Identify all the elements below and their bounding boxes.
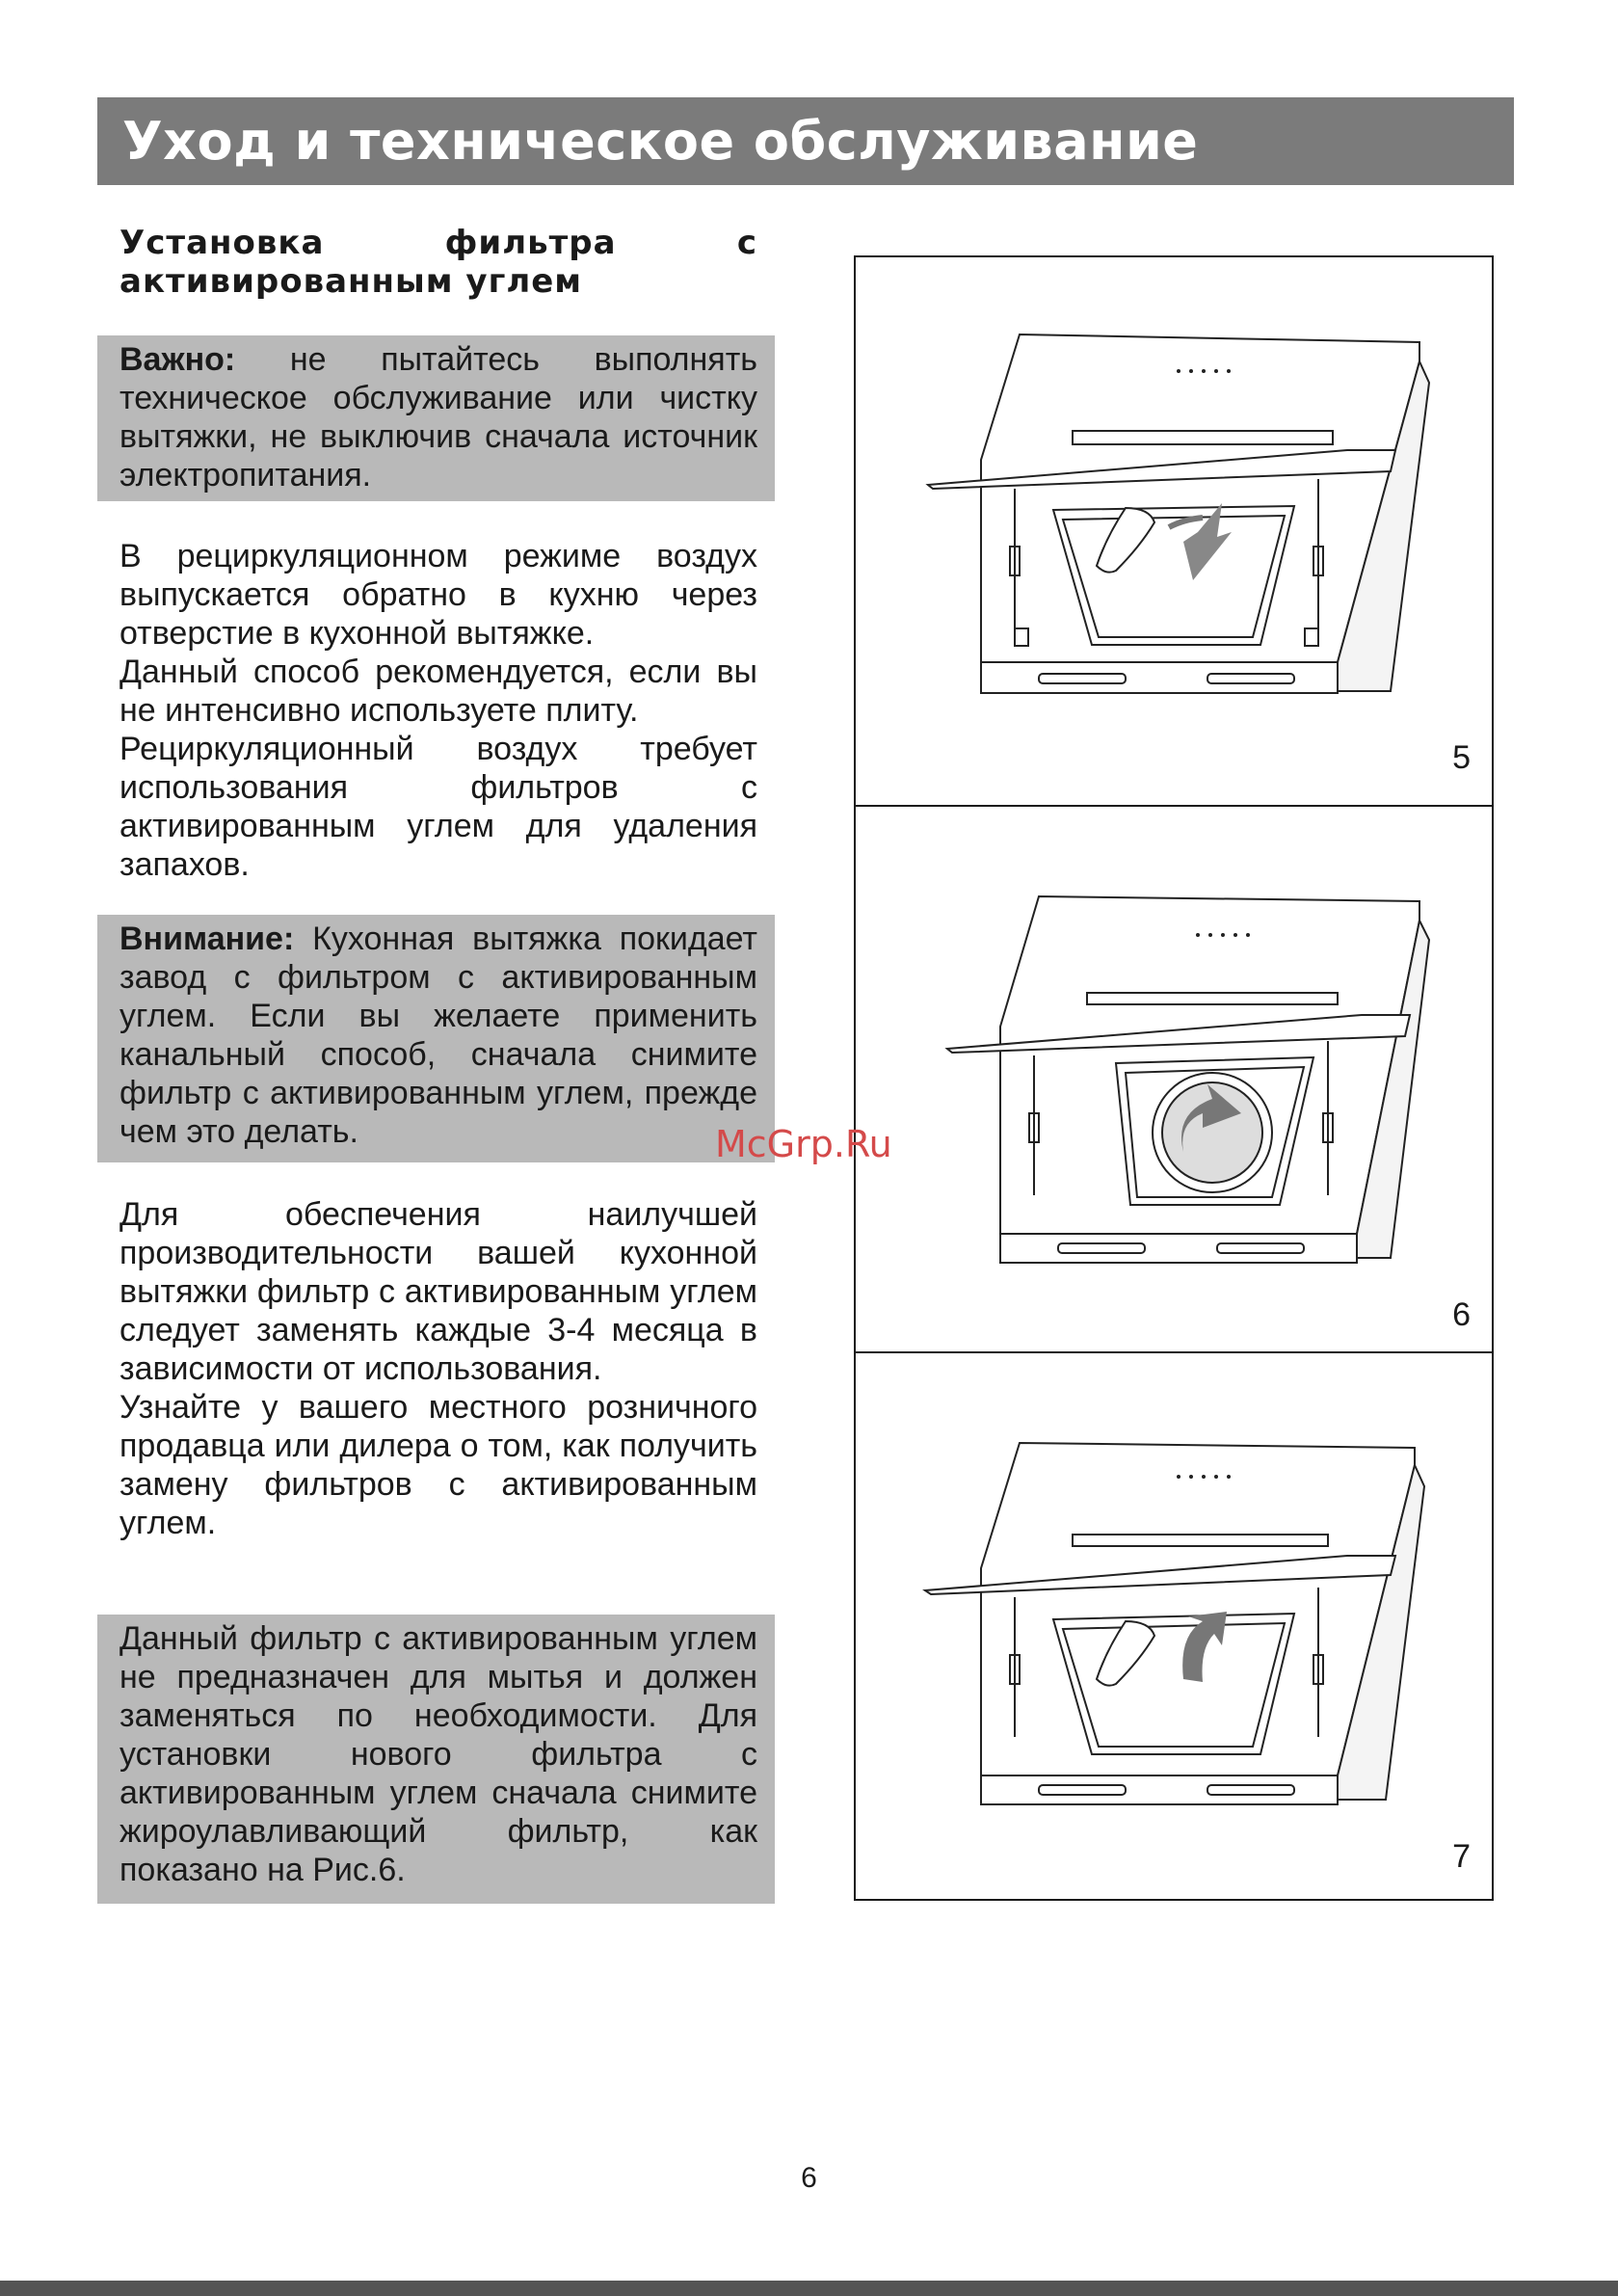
hood-illustration bbox=[856, 257, 1492, 805]
bottom-rule bbox=[0, 2281, 1618, 2296]
figure-number: 5 bbox=[1452, 739, 1471, 776]
hood-illustration bbox=[856, 805, 1492, 1351]
note-body: Данный фильтр с активированным углем не предназначен для мытья и должен заменяться по необходимости. Для установки нового фильтра с активированным углем сначала снимите жироулавливающий фильтр, как показано на Рис.6. bbox=[119, 1620, 757, 1888]
attention-label: Внимание: bbox=[119, 921, 295, 957]
page-title: Уход и техническое обслуживание bbox=[122, 111, 1199, 172]
figure-panel bbox=[854, 255, 1494, 1901]
important-label: Важно: bbox=[119, 341, 236, 378]
hood-illustration bbox=[856, 1351, 1492, 1899]
figure-7 bbox=[856, 1351, 1492, 1899]
attention-body: Кухонная вытяжка покидает завод с фильтром с активированным углем. Если вы желаете применить канальный способ, сначала снимите фильтр с активированным углем, прежде чем это делать. bbox=[119, 921, 757, 1150]
figure-5 bbox=[856, 257, 1492, 807]
section-title bbox=[119, 224, 757, 301]
page-header bbox=[97, 97, 1514, 185]
figure-6 bbox=[856, 805, 1492, 1353]
important-box bbox=[97, 335, 775, 501]
performance-section bbox=[119, 1195, 757, 1542]
note-text bbox=[119, 1619, 757, 1889]
recirc-paragraph-3: Рециркуляционный воздух требует использования фильтров с активированным углем для удаления запахов. bbox=[119, 731, 757, 883]
figure-number: 6 bbox=[1452, 1296, 1471, 1333]
figure-number: 7 bbox=[1452, 1838, 1471, 1875]
section-title-word: Установка bbox=[119, 224, 325, 262]
section-title-word: с bbox=[736, 224, 757, 262]
section-title-line2: активированным углем bbox=[119, 262, 583, 301]
recirculation-section bbox=[119, 537, 757, 884]
important-text bbox=[119, 340, 757, 494]
attention-text bbox=[119, 920, 757, 1151]
recirc-paragraph-1: В рециркуляционном режиме воздух выпускается обратно в кухню через отверстие в кухонной вытяжке. bbox=[119, 538, 757, 652]
important-body: не пытайтесь выполнять техническое обслуживание или чистку вытяжки, не выключив сначала источник электропитания. bbox=[119, 341, 757, 494]
page-number: 6 bbox=[801, 2162, 817, 2194]
performance-paragraph-1: Для обеспечения наилучшей производительности вашей кухонной вытяжки фильтр с активированным углем следует заменять каждые 3-4 месяца в зависимости от использования. bbox=[119, 1196, 757, 1387]
recirc-paragraph-2: Данный способ рекомендуется, если вы не интенсивно используете плиту. bbox=[119, 654, 757, 729]
section-title-word: фильтра bbox=[444, 224, 617, 262]
note-box bbox=[97, 1615, 775, 1904]
performance-paragraph-2: Узнайте у вашего местного розничного продавца или дилера о том, как получить замену фильтров с активированным углем. bbox=[119, 1389, 757, 1541]
watermark: McGrp.Ru bbox=[715, 1123, 892, 1165]
attention-box bbox=[97, 915, 775, 1162]
